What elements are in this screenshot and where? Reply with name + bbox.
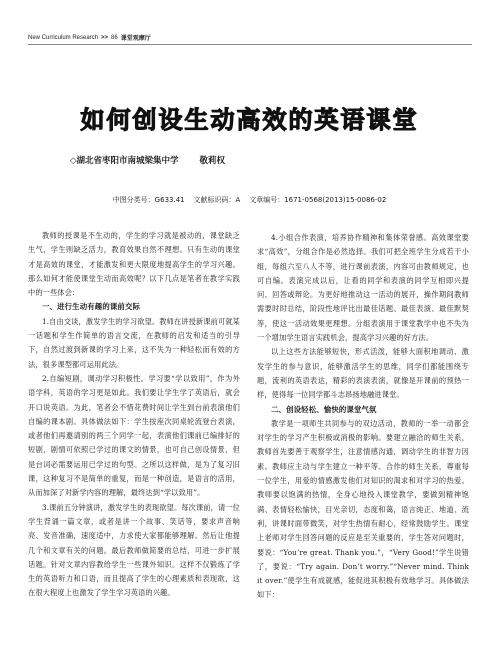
left-column (28, 229, 240, 601)
author-affiliation: ◇湖北省枣阳市南城梁集中学 (70, 156, 179, 166)
author-name: 敬莉权 (199, 156, 226, 166)
running-header (28, 33, 472, 42)
paragraph: 1.自由交谈，激发学生的学习欲望。教师在讲授新课前可就某一话题和学生作简单的语言交流，在教师的启发和适当的引导下，自然过渡到新课的学习上来，这不失为一种轻松而有效的方法，很多课型都可运用此法。 (28, 316, 240, 369)
right-column (257, 231, 469, 603)
issue-number: 86 (111, 34, 118, 41)
paragraph: 2.自编短剧，调动学习积极性。学习要“学以致用”，作为外语学科，英语的学习更是如此。我们要让学生学了英语后，就会开口说英语。为此，笔者会不惜花费时间让学生到台前表演他们自编的课本剧。具体做法如下：学生按座次同桌轮流登台表演，或者他们再邀请别的两三个同学一起，表演他们课前已编排好的短剧，剧情可依照已学过的课文的情景，也可自己创设情景，但是台词必需要运用已学过的句型。之所以这样做，是为了复习旧课，这种复习不是简单的重复，而是一种创造，是语言的活用，从而加深了对新学内容的理解，最终达到“学以致用”。 (28, 373, 240, 498)
paragraph: 3.课前五分钟演讲，激发学生的表现欲望。每次课前，请一位学生背诵一篇文章，或者是讲一个故事、笑话等，要求声音响亮、发音准确，速度适中，力求使大家都能够理解。然后让他提几个和文章有关的问题。最后教师做简要的总结，可进一步扩展话题。针对文章内容教给学生一些课外知识。这样不仅锻炼了学生的英语听力和口语，而且提高了学生的心理素质和表现欲，这在很大程度上也激发了学生学习英语的兴趣。 (28, 502, 240, 598)
paragraph: 4.小组合作表演，培养协作精神和集体荣誉感。高效课堂要求“高效”，分组合作是必然选择。我们可把全班学生分成若干小组，每组六至八人不等，进行课前表演，内容可由教师规定，也可自编。表演完成以后，让看的同学和表演的同学互相即兴提问、回答或辩论。为更好地推动这一活动的展开，操作期间教师需要时时总结，阶段性地评比出最佳话题、最佳表演、最佳默契等，使这一活动效果更理想。分组表演用于课堂教学中也不失为一个增加学生语言实践机会，提高学习兴趣的好方法。 (257, 233, 469, 343)
section-heading: 二、创设轻松、愉快的课堂气氛 (271, 404, 377, 414)
header-arrows: >> (101, 34, 109, 41)
header-divider (28, 44, 472, 45)
paragraph: 以上这些方法能够短快，形式活泼，能够大面积地调动、激发学生的参与意识，能够激活学生的思维，同学们都能围绕专题，流利的英语表达，精彩的表演表演，就像是开课前的预热一样，使得每一位同学都斗志昂扬地融进课堂。 (257, 347, 469, 400)
author-line (70, 154, 430, 166)
classification-line: 中图分类号：G633.41 文献标识码：A 文章编号：1671-0568(2013)15-0086-02 (112, 196, 387, 204)
paragraph: 教学是一项师生共同参与的双边活动，教师的一举一动都会对学生的学习产生积极或消极的影响。要建立融洽的师生关系，教师首先要善于观察学生，注意情感沟通，调动学生的非智力因素。教师应主动与学生建立一种平等、合作的师生关系，尊重每一位学生，用爱的情感激发他们对知识的渴求和对学习的热爱。教师要以饱满的热情，全身心地投入课堂教学，要做到精神饱满、表情轻松愉快，目光亲切，态度和蔼，语言纯正、地道、流利，讲课时面带微笑，对学生热情有耐心，经常鼓励学生。课堂上老师对学生回答问题的反应是至关重要的，学生答对问题时，要说：“You’re great. Thank you.”，“Very Good!”学生说错了，要说：“Try again. Don’t worry.”“Never mind. Think it over.”使学生有成就感，能促进其积极有效地学习。具体做法如下： (257, 418, 469, 600)
section-name: 课堂观摩厅 (120, 36, 151, 42)
article-title: 如何创设生动高效的英语课堂 (80, 106, 419, 134)
paragraph: 教师的授课是不生动的，学生的学习就是被动的，课堂缺乏生气，学生则缺乏活力，教育效果自然不理想。只有生动的课堂才是高效的课堂，才能激发和更大限度地提高学生的学习兴趣。那么如何才能使课堂生动而高效呢？以下几点是笔者在教学实践中的一些体会： (28, 231, 240, 298)
section-heading: 一、进行生动有趣的课前交际 (42, 302, 141, 312)
journal-name: New Curriculum Research (28, 34, 99, 41)
